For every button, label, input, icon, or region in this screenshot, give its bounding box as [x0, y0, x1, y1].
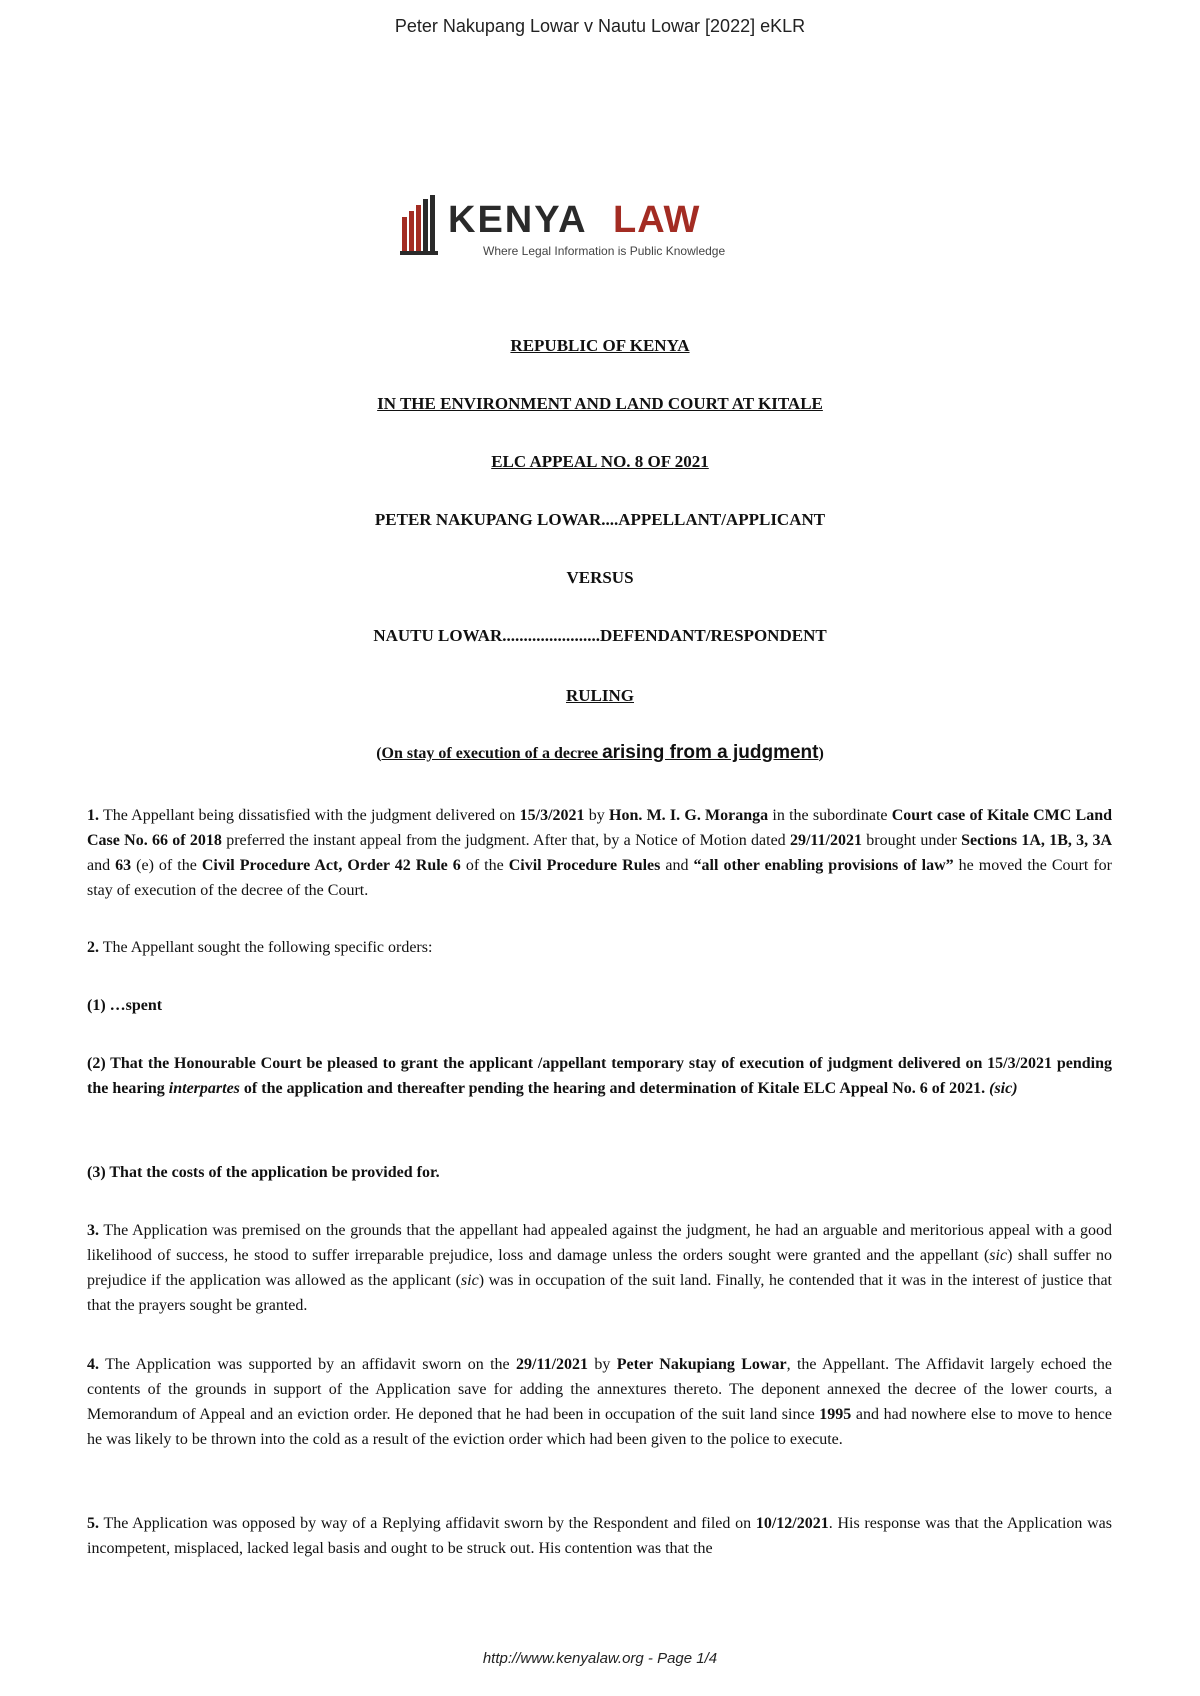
page-header-title: Peter Nakupang Lowar v Nautu Lowar [2022] eKLR — [394, 16, 806, 36]
order-2: (2) That the Honourable Court be pleased to grant the applicant /appellant temporary stay of execution of judgment delivered on 15/3/2021 pending the hearing interpartes of the application and thereafter pending the hearing and determination of Kitale ELC Appeal No. 6 of 2021. (sic) — [87, 1055, 1112, 1097]
heading-republic: REPUBLIC OF KENYA — [510, 336, 690, 355]
heading-court: IN THE ENVIRONMENT AND LAND COURT AT KITALE — [377, 394, 823, 413]
paragraph-3: 3. The Application was premised on the grounds that the appellant had appealed against the judgment, he had an arguable and meritorious appeal with a good likelihood of success, he stood to suffer irreparable prejudice, loss and damage unless the orders sought were granted and the appellant (sic) shall suffer no prejudice if the application was allowed as the applicant (sic) was in occupation of the suit land. Finally, he contended that it was in the interest of justice that that the prayers sought be granted. — [87, 1222, 1112, 1314]
heading-respondent: NAUTU LOWAR.......................DEFENDANT/RESPONDENT — [373, 626, 827, 645]
page-footer: http://www.kenyalaw.org - Page 1/4 — [482, 1650, 718, 1667]
paragraph-2: 2. The Appellant sought the following specific orders: — [87, 939, 433, 956]
paragraph-1: 1. The Appellant being dissatisfied with the judgment delivered on 15/3/2021 by Hon. M. I. G. Moranga in the subordinate Court case of Kitale CMC Land Case No. 66 of 2018 preferred the instant appeal from the judgment. After that, by a Notice of Motion dated 29/11/2021 brought under Sections 1A, 1B, 3, 3A and 63 (e) of the Civil Procedure Act, Order 42 Rule 6 of the Civil Procedure Rules and “all other enabling provisions of law” he moved the Court for stay of execution of the decree of the Court. — [87, 807, 1113, 899]
order-1: (1) …spent — [87, 997, 163, 1014]
heading-appeal-number: ELC APPEAL NO. 8 OF 2021 — [491, 452, 709, 471]
logo-word-kenya: KENYA — [448, 199, 588, 241]
order-3: (3) That the costs of the application be provided for. — [87, 1164, 440, 1181]
ruling-subtitle: (On stay of execution of a decree arising from a judgment) — [376, 742, 824, 763]
heading-appellant: PETER NAKUPANG LOWAR....APPELLANT/APPLICANT — [374, 510, 826, 529]
kenya-law-logo — [400, 195, 740, 265]
heading-ruling: RULING — [565, 686, 634, 705]
logo-word-law: LAW — [613, 199, 701, 241]
logo-tagline: Where Legal Information is Public Knowledge — [483, 244, 726, 258]
heading-versus: VERSUS — [566, 568, 634, 587]
logo-bars-icon — [400, 195, 444, 259]
paragraph-5: 5. The Application was opposed by way of a Replying affidavit sworn by the Respondent and filed on 10/12/2021. His response was that the Application was incompetent, misplaced, lacked legal basis and ought to be struck out. His contention was that the — [87, 1515, 1113, 1557]
paragraph-4: 4. The Application was supported by an affidavit sworn on the 29/11/2021 by Peter Nakupiang Lowar, the Appellant. The Affidavit largely echoed the contents of the grounds in support of the Application save for adding the annextures thereto. The deponent annexed the decree of the lower courts, a Memorandum of Appeal and an eviction order. He deponed that he had been in occupation of the suit land since 1995 and had nowhere else to move to hence he was likely to be thrown into the cold as a result of the eviction order which had been given to the police to execute. — [87, 1356, 1113, 1448]
